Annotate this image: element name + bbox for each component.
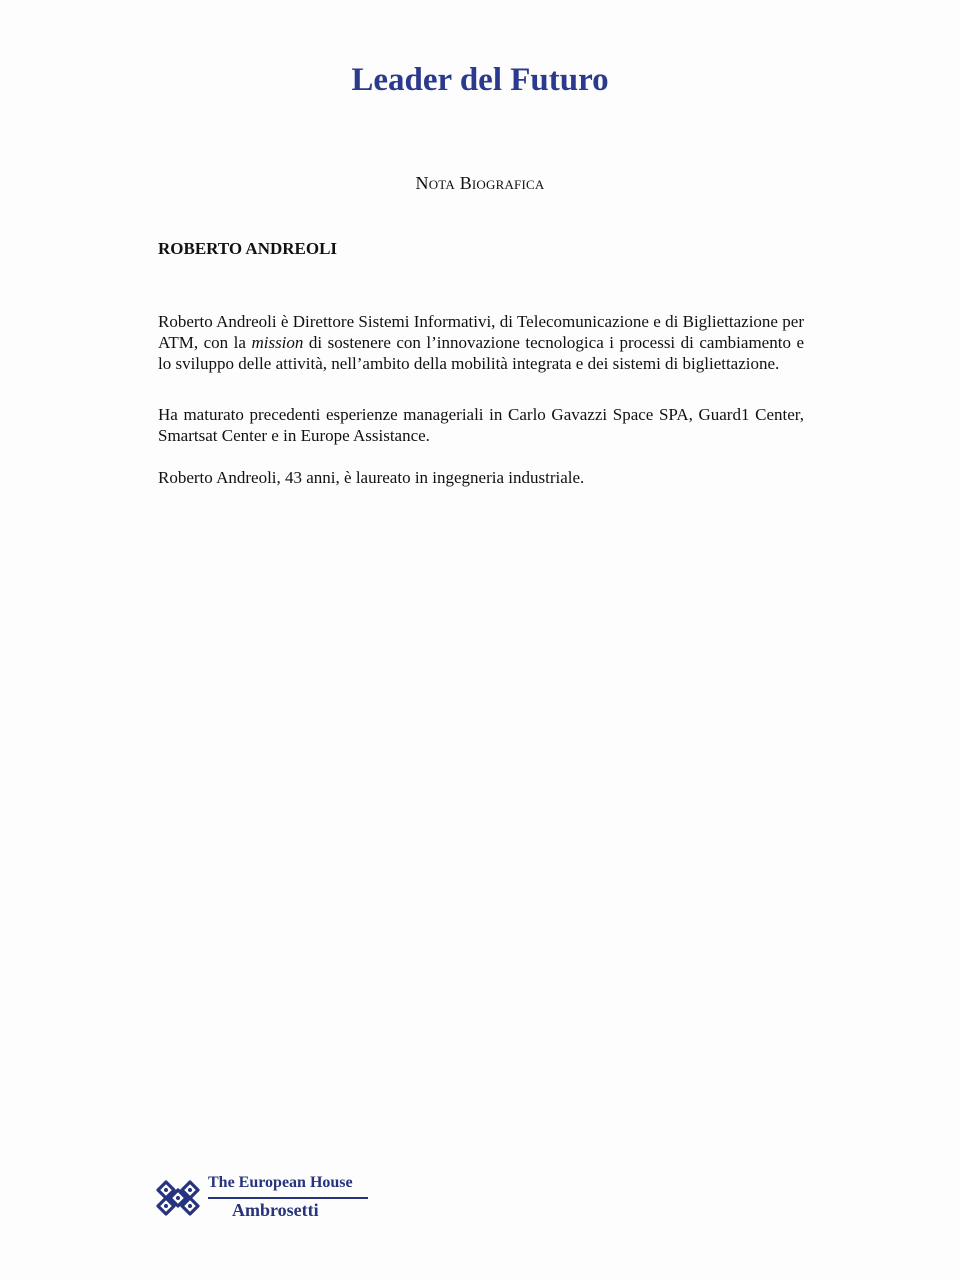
person-name: ROBERTO ANDREOLI — [158, 239, 338, 258]
logo-text-line-1: The European House — [208, 1174, 353, 1191]
bio-paragraph-2: Ha maturato precedenti esperienze manageriali in Carlo Gavazzi Space SPA, Guard1 Center, Smartsat Center e in Europe Assistance. — [158, 405, 804, 445]
logo-text-line-2: Ambrosetti — [232, 1200, 319, 1220]
bio-paragraph-1-italic: mission — [251, 333, 304, 352]
footer-logo — [154, 1172, 374, 1224]
logo-divider — [208, 1197, 368, 1199]
document-subtitle: Nota Biografica — [415, 173, 545, 193]
bio-paragraph-1-part-b: di sostenere con l’innovazione tecnologica i processi di cambiamento e lo sviluppo delle attività, nell’ambito della mobilità integrata e dei sistemi di bigliettazione. — [158, 333, 804, 373]
bio-paragraph-3: Roberto Andreoli, 43 anni, è laureato in ingegneria industriale. — [158, 468, 585, 487]
document-title: Leader del Futuro — [351, 62, 609, 98]
bio-paragraph-1 — [158, 311, 804, 374]
bio-paragraph-1-part-a: Roberto Andreoli è Direttore Sistemi Informativi, di Telecomunicazione e di Bigliettazione per ATM, con la — [158, 312, 804, 352]
ambrosetti-logo-icon — [154, 1178, 202, 1218]
